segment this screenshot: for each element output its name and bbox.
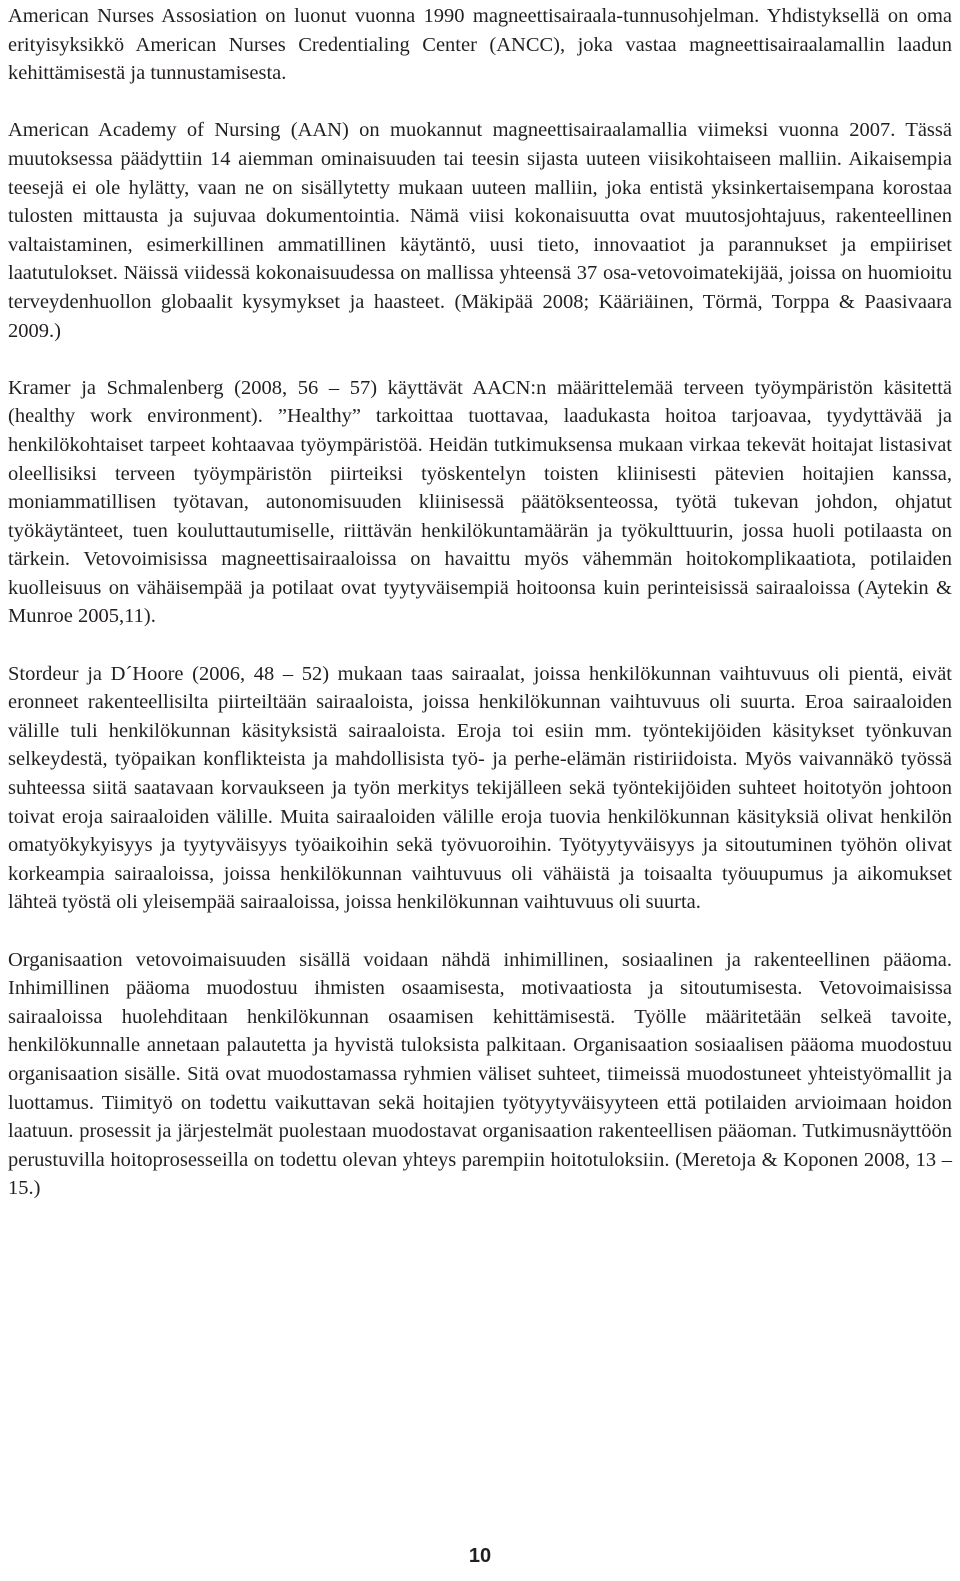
paragraph-magnet-program: American Nurses Assosiation on luonut vuonna 1990 magneettisairaala-tunnusohjelman. Yhdistyksellä on oma erityisyksikkö American Nurses Credentialing Center (ANCC), joka vastaa magneettisairaalamallin laadun kehittämisestä ja tunnustamisesta. [8,5,952,85]
document-body [8,2,952,1232]
paragraph-staff-turnover: Stordeur ja D´Hoore (2006, 48 – 52) mukaan taas sairaalat, joissa henkilökunnan vaihtuvuus oli pientä, eivät eronneet rakenteellisilta piirteiltään sairaaloista, joissa henkilökunnan vaihtuvuus oli suurta. Eroa sairaaloiden välille tuli henkilökunnan käsityksistä sairaaloista. Eroja toi esiin mm. työntekijöiden käsitykset työnkuvan selkeydestä, työpaikan konflikteista ja mahdollisista työ- ja perhe-elämän ristiriidoista. Myös vaivannäkö työssä suhteessa siitä saatavaan korvaukseen ja työn merkitys tekijälleen sekä työntekijöiden suhteet hoitotyön johtoon toivat eroja sairaaloiden välille. Muita sairaaloiden välille eroja tuovia henkilökunnan käsityksiä olivat henkilön omatyökykyisyys ja tyytyväisyys työaikoihin sekä työvuoroihin. Työtyytyväisyys ja sitoutuminen työhön olivat korkeampia sairaaloissa, joissa henkilökunnan vaihtuvuus oli vähäistä ja toisaalta työuupumus ja aikomukset lähteä työstä oli yleisempää sairaaloissa, joissa henkilökunnan vaihtuvuus oli suurta. [8,662,952,914]
paragraph-organisational-capital: Organisaation vetovoimaisuuden sisällä voidaan nähdä inhimillinen, sosiaalinen ja rakenteellinen pääoma. Inhimillinen pääoma muodostuu ihmisten osaamisesta, motivaatiosta ja sitoutumisesta. Vetovoimaisissa sairaaloissa huolehditaan henkilökunnan osaamisen kehittämisestä. Työlle määritetään selkeä tavoite, henkilökunnalle annetaan palautetta ja hyvistä tuloksista palkitaan. Organisaation sosiaalisen pääoma muodostuu organisaation sisälle. Sitä ovat muodostamassa ryhmien väliset suhteet, tiimeissä muodostuneet yhteistyömallit ja luottamus. Tiimityö on todettu vaikuttavan sekä hoitajien työtyytyväisyyteen että potilaiden arvioimaan hoidon laatuun. prosessit ja järjestelmät puolestaan muodostavat organisaation rakenteellisen pääoman. Tutkimusnäyttöön perustuvilla hoitoprosesseilla on todettu olevan yhteys parempiin hoitotuloksiin. (Meretoja & Koponen 2008, 13 – 15.) [8,948,952,1200]
paragraph-healthy-work-environment: Kramer ja Schmalenberg (2008, 56 – 57) käyttävät AACN:n määrittelemää terveen työympäristön käsitettä (healthy work environment). ”Healthy” tarkoittaa tuottavaa, laadukasta hoitoa tarjoavaa, tyydyttävää ja henkilökohtaiset tarpeet kohtaavaa työympäristöä. Heidän tutkimuksensa mukaan virkaa tekevät hoitajat listasivat oleellisiksi terveen työympäristön piirteiksi työskentelyn toisten kliinisesti pätevien hoitajien kanssa, moniammatillisen työtavan, autonomisuuden kliinisessä päätöksenteossa, työtä tukevan johdon, ohjatut työkäytänteet, tuen kouluttautumiselle, riittävän henkilökuntamäärän ja työkulttuurin, jossa huoli potilaasta on tärkein. Vetovoimisissa magneettisairaaloissa on havaittu myös vähemmän hoitokomplikaatiota, potilaiden kuolleisuus on vähäisempää ja potilaat ovat tyytyväisempiä hoitoonsa kuin perinteisissä sairaaloissa (Aytekin & Munroe 2005,11). [8,376,952,628]
page-number: 10 [468,1545,492,1567]
paragraph-aan-model: American Academy of Nursing (AAN) on muokannut magneettisairaalamallia viimeksi vuonna 2007. Tässä muutoksessa päädyttiin 14 aiemman ominaisuuden tai teesin sijasta uuteen viisikohtaiseen malliin. Aikaisempia teesejä ei ole hylätty, vaan ne on sisällytetty mukaan uuteen malliin, joka entistä yksinkertaisempana korostaa tulosten mittausta ja sujuvaa dokumentointia. Nämä viisi kokonaisuutta ovat muutosjohtajuus, rakenteellinen valtaistaminen, esimerkillinen ammatillinen käytäntö, uusi tieto, innovaatiot ja parannukset ja empiiriset laatutulokset. Näissä viidessä kokonaisuudessa on mallissa yhteensä 37 osa-vetovoimatekijää, joissa on huomioitu terveydenhuollon globaalit kysymykset ja haasteet. (Mäkipää 2008; Kääriäinen, Törmä, Torppa & Paasivaara 2009.) [8,119,952,342]
